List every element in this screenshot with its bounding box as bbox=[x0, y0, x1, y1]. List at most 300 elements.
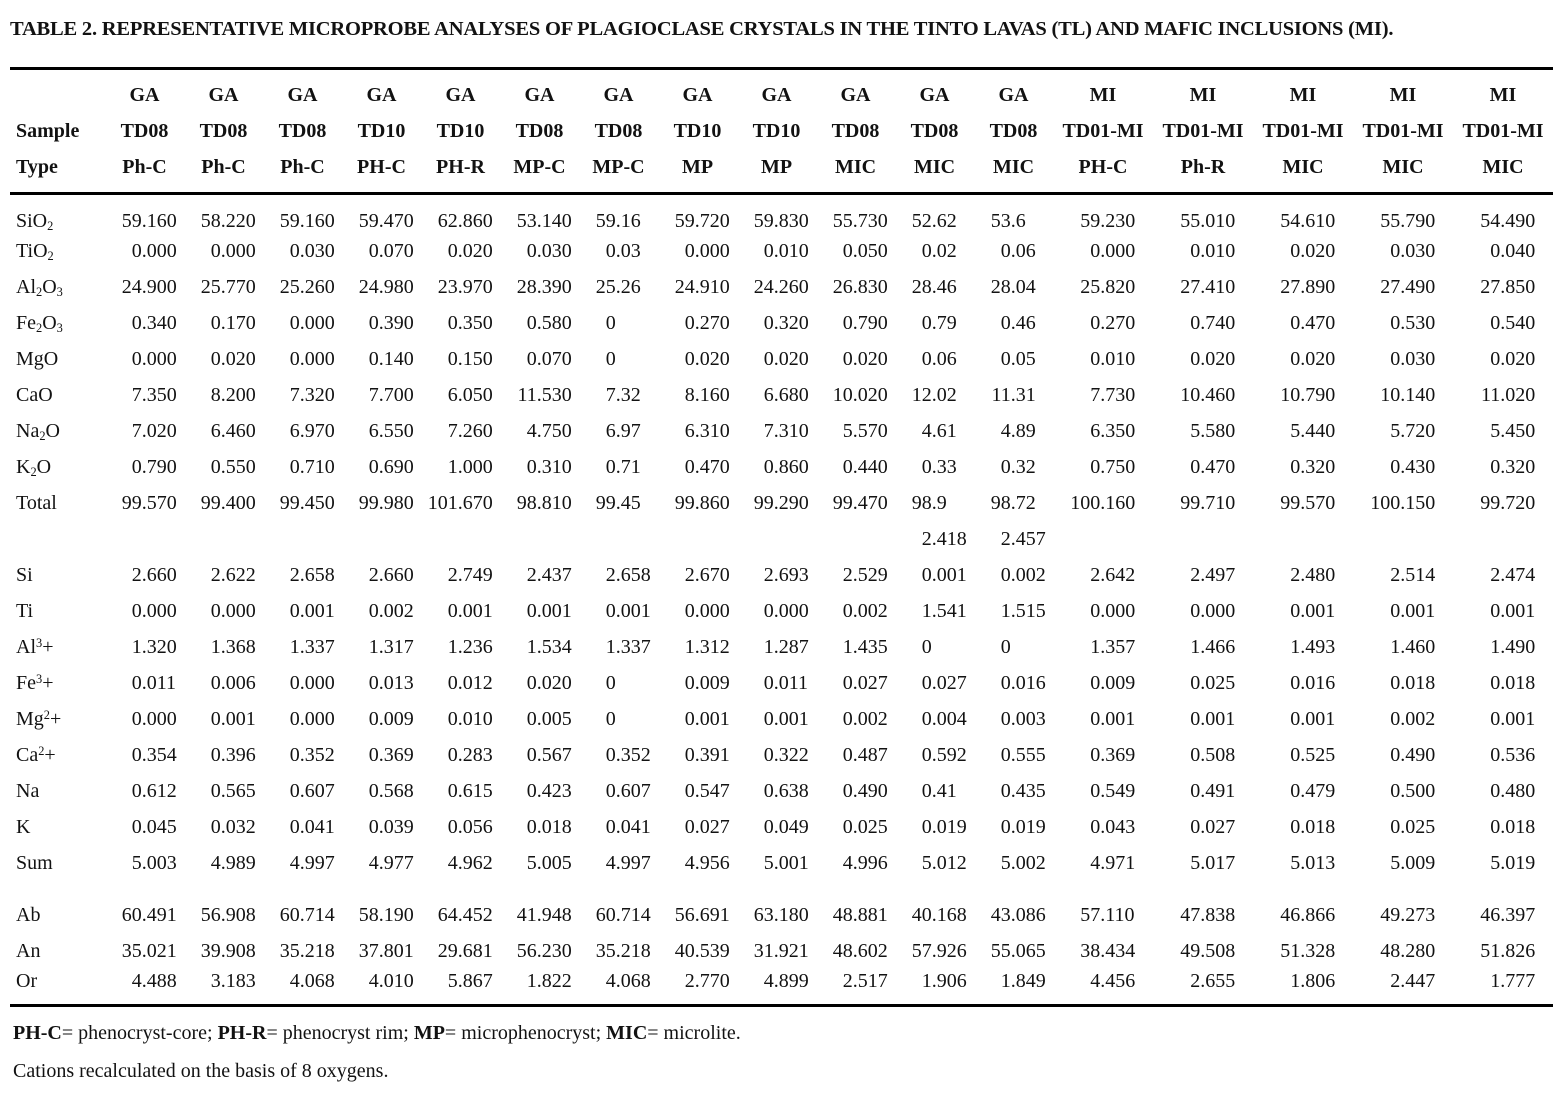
data-cell: 58.190 bbox=[358, 903, 414, 926]
data-cell: 35.218 bbox=[595, 939, 651, 962]
row-label: $Al_2O_3$ bbox=[16, 275, 63, 299]
data-cell: 0.487 bbox=[842, 743, 888, 766]
row-label: $Al^3+$ bbox=[16, 635, 54, 658]
data-cell: 0.396 bbox=[210, 743, 256, 766]
data-cell: 0.790 bbox=[842, 311, 888, 334]
data-cell: 99.470 bbox=[832, 491, 888, 514]
col-11-group: GA bbox=[919, 83, 950, 106]
data-cell: 0.009 bbox=[684, 671, 730, 694]
data-cell: 0.025 bbox=[842, 815, 888, 838]
col-10-type: MIC bbox=[834, 155, 877, 178]
data-cell: 0.020 bbox=[526, 671, 572, 694]
data-cell: 0.019 bbox=[921, 815, 967, 838]
data-cell: 0.530 bbox=[1390, 311, 1436, 334]
data-cell: 0.000 bbox=[289, 671, 335, 694]
data-cell: 0.592 bbox=[921, 743, 967, 766]
data-cell: 0.000 bbox=[131, 707, 177, 730]
col-9-sample: TD10 bbox=[752, 119, 801, 142]
col-16-sample: TD01-MI bbox=[1362, 119, 1444, 142]
abbrev-definition: = microlite. bbox=[647, 1021, 741, 1044]
data-cell: 10.460 bbox=[1180, 383, 1236, 406]
data-cell: 4.61 bbox=[921, 419, 957, 442]
header-row-label-group bbox=[10, 69, 105, 114]
data-cell: 0.002 bbox=[368, 599, 414, 622]
data-cell: 100.160 bbox=[1070, 491, 1136, 514]
data-cell: 0.423 bbox=[526, 779, 572, 802]
col-16-group: MI bbox=[1389, 83, 1417, 106]
data-cell: 53.6 bbox=[990, 210, 1026, 232]
data-cell: 1.849 bbox=[1000, 969, 1046, 992]
data-cell: 0.790 bbox=[131, 455, 177, 478]
data-cell: 0.000 bbox=[684, 239, 730, 262]
abbrev-definition: = phenocryst-core; bbox=[61, 1021, 218, 1044]
data-cell: 0.369 bbox=[1090, 743, 1136, 766]
col-9-type: MP bbox=[760, 155, 793, 178]
data-cell: 1.287 bbox=[763, 635, 809, 658]
data-cell: 0.002 bbox=[842, 599, 888, 622]
data-cell: 46.397 bbox=[1480, 903, 1536, 926]
data-cell: 1.822 bbox=[526, 969, 572, 992]
data-cell: 0.638 bbox=[763, 779, 809, 802]
data-cell: 52.62 bbox=[911, 210, 957, 232]
row-label: Si bbox=[16, 563, 33, 586]
data-cell: 0.010 bbox=[1190, 239, 1236, 262]
footnote-cations: Cations recalculated on the basis of 8 oxygens. bbox=[13, 1059, 389, 1082]
data-cell: 0.001 bbox=[210, 707, 256, 730]
data-cell: 1.541 bbox=[921, 599, 967, 622]
data-cell: 0.020 bbox=[447, 239, 493, 262]
data-cell: 5.580 bbox=[1190, 419, 1236, 442]
data-cell: 0.009 bbox=[368, 707, 414, 730]
data-cell: 0.000 bbox=[131, 599, 177, 622]
col-8-group: GA bbox=[682, 83, 713, 106]
abbrev-definition: = phenocryst rim; bbox=[266, 1021, 414, 1044]
data-cell: 0.41 bbox=[921, 779, 957, 802]
data-cell: 1.466 bbox=[1190, 635, 1236, 658]
data-cell: 0.027 bbox=[684, 815, 730, 838]
data-cell: 0.390 bbox=[368, 311, 414, 334]
data-cell: 0.041 bbox=[605, 815, 651, 838]
data-cell: 0.435 bbox=[1000, 779, 1046, 802]
table-row bbox=[10, 665, 1553, 701]
data-cell: 0.010 bbox=[763, 239, 809, 262]
data-cell: 0.320 bbox=[763, 311, 809, 334]
data-cell: 0.350 bbox=[447, 311, 493, 334]
data-cell: 0.000 bbox=[131, 347, 177, 370]
data-cell: 0.018 bbox=[1490, 815, 1536, 838]
data-cell: 99.290 bbox=[753, 491, 809, 514]
data-cell bbox=[1253, 521, 1353, 557]
col-8-type: MP bbox=[681, 155, 714, 178]
data-cell: 0.000 bbox=[289, 347, 335, 370]
table-row bbox=[10, 773, 1553, 809]
data-cell: 53.140 bbox=[516, 210, 572, 232]
data-cell: 2.655 bbox=[1190, 969, 1236, 992]
data-cell: 56.230 bbox=[516, 939, 572, 962]
table-row bbox=[10, 194, 1553, 234]
data-cell: 0.020 bbox=[684, 347, 730, 370]
data-cell: 48.602 bbox=[832, 939, 888, 962]
data-cell: 0.020 bbox=[763, 347, 809, 370]
data-cell: 56.908 bbox=[200, 903, 256, 926]
col-17-sample: TD01-MI bbox=[1462, 119, 1544, 142]
data-cell: 51.826 bbox=[1480, 939, 1536, 962]
abbrev-definition: = microphenocryst; bbox=[444, 1021, 607, 1044]
data-cell: 0.710 bbox=[289, 455, 335, 478]
table-row bbox=[10, 377, 1553, 413]
col-12-type: MIC bbox=[992, 155, 1035, 178]
col-6-type: MP-C bbox=[513, 155, 566, 178]
data-cell: 5.867 bbox=[447, 969, 493, 992]
data-cell: 62.860 bbox=[437, 210, 493, 232]
data-cell: 1.000 bbox=[447, 455, 493, 478]
data-cell: 0.000 bbox=[1190, 599, 1236, 622]
data-cell: 2.770 bbox=[684, 969, 730, 992]
data-cell: 10.790 bbox=[1280, 383, 1336, 406]
data-cell: 5.003 bbox=[131, 851, 177, 874]
col-13-group: MI bbox=[1089, 83, 1117, 106]
data-cell: 57.926 bbox=[911, 939, 967, 962]
data-cell: 0.018 bbox=[1490, 671, 1536, 694]
data-cell: 0.470 bbox=[1290, 311, 1336, 334]
header-row-label-sample: Sample bbox=[16, 119, 80, 142]
col-4-type: PH-C bbox=[357, 155, 406, 178]
data-cell: 0.283 bbox=[447, 743, 493, 766]
data-cell: 99.450 bbox=[279, 491, 335, 514]
data-cell bbox=[421, 521, 500, 557]
table-row bbox=[10, 305, 1553, 341]
data-cell: 5.009 bbox=[1390, 851, 1436, 874]
data-cell: 0.320 bbox=[1290, 455, 1336, 478]
data-cell: 6.680 bbox=[763, 383, 809, 406]
data-cell: 0.001 bbox=[1190, 707, 1236, 730]
data-cell: 0.490 bbox=[1390, 743, 1436, 766]
data-cell: 3.183 bbox=[210, 969, 256, 992]
data-cell: 0.33 bbox=[921, 455, 957, 478]
data-cell: 98.9 bbox=[911, 491, 947, 514]
table-row bbox=[10, 737, 1553, 773]
data-cell: 0.001 bbox=[447, 599, 493, 622]
data-cell: 55.065 bbox=[990, 939, 1046, 962]
table-row bbox=[10, 521, 1553, 557]
data-cell: 0.002 bbox=[842, 707, 888, 730]
data-cell: 54.610 bbox=[1280, 210, 1336, 232]
footnote-abbreviations bbox=[13, 1022, 1548, 1045]
col-3-sample: TD08 bbox=[278, 119, 327, 142]
row-label: Ti bbox=[16, 599, 34, 622]
data-cell: 1.236 bbox=[447, 635, 493, 658]
table-row bbox=[10, 845, 1553, 881]
data-cell: 0.027 bbox=[1190, 815, 1236, 838]
data-cell: 0.000 bbox=[289, 707, 335, 730]
data-cell: 5.570 bbox=[842, 419, 888, 442]
data-cell: 0.000 bbox=[1090, 239, 1136, 262]
data-cell bbox=[342, 521, 421, 557]
data-cell bbox=[1153, 521, 1253, 557]
data-cell: 98.810 bbox=[516, 491, 572, 514]
data-cell: 55.730 bbox=[832, 210, 888, 232]
data-cell: 24.900 bbox=[121, 275, 177, 298]
data-cell: 5.017 bbox=[1190, 851, 1236, 874]
data-cell: 1.490 bbox=[1490, 635, 1536, 658]
table-row bbox=[10, 809, 1553, 845]
data-cell bbox=[1053, 521, 1153, 557]
col-11-sample: TD08 bbox=[910, 119, 959, 142]
data-cell: 0.030 bbox=[526, 239, 572, 262]
data-cell: 41.948 bbox=[516, 903, 572, 926]
data-cell: 0.000 bbox=[684, 599, 730, 622]
data-cell: 2.693 bbox=[763, 563, 809, 586]
data-cell: 0.001 bbox=[763, 707, 809, 730]
row-label: Or bbox=[16, 969, 38, 992]
data-cell: 0.070 bbox=[368, 239, 414, 262]
col-12-group: GA bbox=[998, 83, 1029, 106]
data-cell: 99.710 bbox=[1180, 491, 1236, 514]
data-cell: 60.714 bbox=[279, 903, 335, 926]
data-cell: 0.06 bbox=[1000, 239, 1036, 262]
data-cell: 2.670 bbox=[684, 563, 730, 586]
row-label: $Mg^2+$ bbox=[16, 707, 62, 730]
data-cell: 99.720 bbox=[1480, 491, 1536, 514]
data-cell: 59.230 bbox=[1080, 210, 1136, 232]
data-cell: 4.989 bbox=[210, 851, 256, 874]
data-cell: 0.580 bbox=[526, 311, 572, 334]
data-cell: 0.030 bbox=[289, 239, 335, 262]
data-cell: 0.032 bbox=[210, 815, 256, 838]
table-title: TABLE 2. REPRESENTATIVE MICROPROBE ANALYSES OF PLAGIOCLASE CRYSTALS IN THE TINTO LAVAS (TL) AND MAFIC INCLUSIONS (MI). bbox=[10, 18, 1394, 40]
data-cell: 0.270 bbox=[1090, 311, 1136, 334]
data-cell: 0.440 bbox=[842, 455, 888, 478]
data-cell: 4.750 bbox=[526, 419, 572, 442]
data-cell: 1.806 bbox=[1290, 969, 1336, 992]
data-cell: 0.006 bbox=[210, 671, 256, 694]
col-6-group: GA bbox=[524, 83, 555, 106]
data-cell: 0.001 bbox=[526, 599, 572, 622]
data-cell: 0.500 bbox=[1390, 779, 1436, 802]
table-row bbox=[10, 449, 1553, 485]
data-cell: 35.218 bbox=[279, 939, 335, 962]
table-row bbox=[10, 269, 1553, 305]
footnotes bbox=[10, 1022, 1548, 1083]
data-cell: 8.200 bbox=[210, 383, 256, 406]
data-cell: 0.016 bbox=[1000, 671, 1046, 694]
data-cell: 58.220 bbox=[200, 210, 256, 232]
table-row bbox=[10, 593, 1553, 629]
data-cell: 0.491 bbox=[1190, 779, 1236, 802]
data-cell: 4.997 bbox=[289, 851, 335, 874]
data-cell: 0.322 bbox=[763, 743, 809, 766]
data-cell: 28.04 bbox=[990, 275, 1036, 298]
data-cell: 7.730 bbox=[1090, 383, 1136, 406]
data-cell: 0.612 bbox=[131, 779, 177, 802]
data-cell: 1.312 bbox=[684, 635, 730, 658]
data-cell: 0.750 bbox=[1090, 455, 1136, 478]
data-cell: 0.549 bbox=[1090, 779, 1136, 802]
data-cell: 0.79 bbox=[921, 311, 957, 334]
table-body bbox=[10, 194, 1553, 1006]
col-8-sample: TD10 bbox=[673, 119, 722, 142]
data-cell: 0.001 bbox=[605, 599, 651, 622]
data-cell: 7.310 bbox=[763, 419, 809, 442]
data-cell: 7.700 bbox=[368, 383, 414, 406]
col-10-sample: TD08 bbox=[831, 119, 880, 142]
section-spacer bbox=[10, 881, 1553, 897]
row-label: MgO bbox=[16, 347, 59, 370]
data-cell: 0.568 bbox=[368, 779, 414, 802]
row-label: Sum bbox=[16, 851, 53, 874]
data-cell: 0.002 bbox=[1000, 563, 1046, 586]
data-cell: 27.490 bbox=[1380, 275, 1436, 298]
col-1-sample: TD08 bbox=[120, 119, 169, 142]
data-cell: 0.03 bbox=[605, 239, 641, 262]
data-cell: 8.160 bbox=[684, 383, 730, 406]
data-cell: 0.025 bbox=[1190, 671, 1236, 694]
data-cell: 0.540 bbox=[1490, 311, 1536, 334]
data-cell bbox=[1453, 521, 1553, 557]
data-cell: 0.020 bbox=[1290, 239, 1336, 262]
data-cell: 0.000 bbox=[210, 239, 256, 262]
data-cell: 0.056 bbox=[447, 815, 493, 838]
data-cell: 0.860 bbox=[763, 455, 809, 478]
data-cell: 0.607 bbox=[605, 779, 651, 802]
data-cell: 0.001 bbox=[921, 563, 967, 586]
data-cell: 4.89 bbox=[1000, 419, 1036, 442]
data-cell: 5.002 bbox=[1000, 851, 1046, 874]
data-cell: 0.005 bbox=[526, 707, 572, 730]
col-10-group: GA bbox=[840, 83, 871, 106]
data-cell: 0.011 bbox=[131, 671, 177, 694]
abbrev-term: PH-R bbox=[217, 1021, 267, 1044]
abbrev-term: MIC bbox=[606, 1021, 648, 1044]
header-row-group bbox=[10, 69, 1553, 114]
data-cell: 0.025 bbox=[1390, 815, 1436, 838]
data-cell: 28.390 bbox=[516, 275, 572, 298]
table-row bbox=[10, 485, 1553, 521]
data-cell: 5.440 bbox=[1290, 419, 1336, 442]
data-cell bbox=[105, 521, 184, 557]
data-cell: 25.770 bbox=[200, 275, 256, 298]
col-1-type: Ph-C bbox=[122, 155, 167, 178]
data-cell bbox=[737, 521, 816, 557]
data-cell: 0.004 bbox=[921, 707, 967, 730]
data-cell: 0.547 bbox=[684, 779, 730, 802]
data-cell: 48.280 bbox=[1380, 939, 1436, 962]
data-cell: 1.515 bbox=[1000, 599, 1046, 622]
col-5-group: GA bbox=[445, 83, 476, 106]
data-cell: 48.881 bbox=[832, 903, 888, 926]
data-cell: 10.140 bbox=[1380, 383, 1436, 406]
row-label: $K_2O$ bbox=[16, 455, 52, 479]
data-cell: 57.110 bbox=[1080, 903, 1135, 926]
data-cell: 35.021 bbox=[121, 939, 177, 962]
data-cell: 0.001 bbox=[1390, 599, 1436, 622]
data-cell: 29.681 bbox=[437, 939, 493, 962]
data-cell: 0.607 bbox=[289, 779, 335, 802]
data-cell: 0.018 bbox=[1290, 815, 1336, 838]
data-cell: 0 bbox=[605, 707, 616, 730]
data-cell: 11.020 bbox=[1480, 383, 1536, 406]
data-cell: 0.001 bbox=[1290, 707, 1336, 730]
col-5-sample: TD10 bbox=[436, 119, 485, 142]
col-12-sample: TD08 bbox=[989, 119, 1038, 142]
row-label: Total bbox=[16, 491, 57, 514]
data-cell: 0.32 bbox=[1000, 455, 1036, 478]
data-cell: 0.018 bbox=[526, 815, 572, 838]
data-cell: 25.260 bbox=[279, 275, 335, 298]
col-13-sample: TD01-MI bbox=[1062, 119, 1144, 142]
data-cell: 0.020 bbox=[1290, 347, 1336, 370]
header-row-sample bbox=[10, 113, 1553, 149]
data-cell: 0.550 bbox=[210, 455, 256, 478]
data-cell: 59.830 bbox=[753, 210, 809, 232]
data-cell: 0.354 bbox=[131, 743, 177, 766]
data-cell: 0 bbox=[1000, 635, 1011, 658]
header-row-label-type: Type bbox=[16, 155, 58, 178]
data-cell: 4.962 bbox=[447, 851, 493, 874]
data-cell: 0.020 bbox=[210, 347, 256, 370]
data-cell: 5.720 bbox=[1390, 419, 1436, 442]
data-cell: 0.050 bbox=[842, 239, 888, 262]
data-cell: 0.150 bbox=[447, 347, 493, 370]
data-cell: 5.013 bbox=[1290, 851, 1336, 874]
data-cell: 60.491 bbox=[121, 903, 177, 926]
data-cell: 0.049 bbox=[763, 815, 809, 838]
data-cell: 4.488 bbox=[131, 969, 177, 992]
table-row bbox=[10, 933, 1553, 969]
data-cell: 1.906 bbox=[921, 969, 967, 992]
data-cell: 1.337 bbox=[605, 635, 651, 658]
col-1-group: GA bbox=[129, 83, 160, 106]
col-2-sample: TD08 bbox=[199, 119, 248, 142]
data-cell: 0 bbox=[605, 311, 616, 334]
row-label: $Na_2O$ bbox=[16, 419, 60, 443]
data-cell: 1.368 bbox=[210, 635, 256, 658]
data-cell: 28.46 bbox=[911, 275, 957, 298]
data-cell: 0.000 bbox=[763, 599, 809, 622]
data-cell: 4.956 bbox=[684, 851, 730, 874]
data-cell: 27.850 bbox=[1480, 275, 1536, 298]
data-cell: 4.971 bbox=[1090, 851, 1136, 874]
data-cell: 0.016 bbox=[1290, 671, 1336, 694]
data-cell: 99.980 bbox=[358, 491, 414, 514]
header-row-type bbox=[10, 149, 1553, 194]
data-cell: 2.514 bbox=[1390, 563, 1436, 586]
data-cell: 2.497 bbox=[1190, 563, 1236, 586]
data-cell: 0.05 bbox=[1000, 347, 1036, 370]
data-cell: 6.350 bbox=[1090, 419, 1136, 442]
table-row bbox=[10, 341, 1553, 377]
data-cell: 2.474 bbox=[1490, 563, 1536, 586]
data-cell: 0.000 bbox=[1090, 599, 1136, 622]
data-cell: 0.009 bbox=[1090, 671, 1136, 694]
data-cell: 4.977 bbox=[368, 851, 414, 874]
data-cell: 55.010 bbox=[1180, 210, 1236, 232]
data-cell: 0.013 bbox=[368, 671, 414, 694]
data-cell: 0.020 bbox=[1190, 347, 1236, 370]
data-cell: 0.369 bbox=[368, 743, 414, 766]
data-cell: 49.273 bbox=[1380, 903, 1436, 926]
data-cell: 40.168 bbox=[911, 903, 967, 926]
data-cell: 0.001 bbox=[289, 599, 335, 622]
data-cell: 2.447 bbox=[1390, 969, 1436, 992]
data-cell: 0.027 bbox=[842, 671, 888, 694]
data-cell: 0.140 bbox=[368, 347, 414, 370]
data-cell: 5.001 bbox=[763, 851, 809, 874]
data-cell: 0.508 bbox=[1190, 743, 1236, 766]
data-cell: 2.658 bbox=[605, 563, 651, 586]
data-cell: 0.000 bbox=[131, 239, 177, 262]
data-cell: 0.003 bbox=[1000, 707, 1046, 730]
